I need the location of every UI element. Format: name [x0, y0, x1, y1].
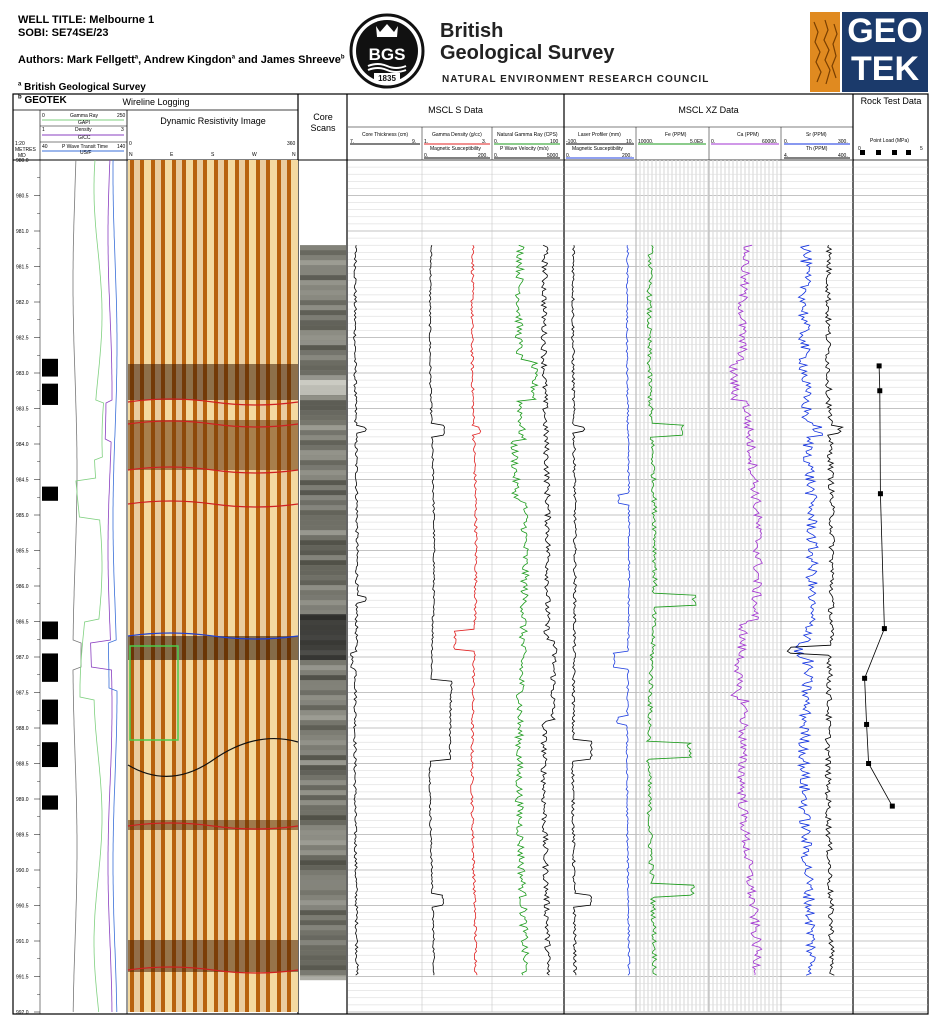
bgs-letters: BGS — [368, 45, 406, 64]
core-strip — [300, 935, 346, 940]
core-strip — [300, 555, 346, 560]
core-strip — [300, 950, 346, 955]
core-strip — [300, 735, 346, 740]
core-strip — [300, 915, 346, 920]
core-strip — [300, 370, 346, 375]
core-strip — [300, 460, 346, 465]
dri-pad-highlight — [260, 160, 266, 1012]
core-strip — [300, 545, 346, 550]
affiliation-b: $^b$ GEOTEK — [18, 94, 67, 106]
core-strip — [300, 280, 346, 285]
core-strip — [300, 425, 346, 430]
th-curve — [787, 245, 842, 975]
core-strip — [300, 760, 346, 765]
core-strip — [300, 455, 346, 460]
core-strip — [300, 505, 346, 510]
depth-tick-label: 986.5 — [16, 619, 29, 626]
dri-pad-highlight — [197, 160, 203, 1012]
core-strip — [300, 465, 346, 470]
core-strip — [300, 275, 346, 280]
core-strip — [300, 290, 346, 295]
sr-label: Sr (PPM) — [806, 132, 827, 138]
point-load-marker — [882, 626, 887, 631]
core-strip — [300, 585, 346, 590]
ngr-min: 0. — [494, 139, 499, 145]
core-strip — [300, 750, 346, 755]
core-strip — [300, 700, 346, 705]
core-strip — [300, 245, 346, 250]
core-band — [300, 614, 346, 660]
th-max: 400. — [838, 153, 848, 159]
core-strip — [300, 495, 346, 500]
core-strip — [300, 895, 346, 900]
laser-profiler-curve — [572, 245, 593, 975]
core-strip — [300, 595, 346, 600]
compass-w: W — [252, 152, 257, 158]
core-strip — [300, 790, 346, 795]
point-load-marker — [890, 804, 895, 809]
core-strip — [300, 695, 346, 700]
core-strip — [300, 805, 346, 810]
depth-tick-label: 981.5 — [16, 264, 29, 271]
core-strip — [300, 660, 346, 665]
core-strip — [300, 855, 346, 860]
geotek-line1: GEO — [847, 12, 923, 50]
dri-pad-highlight — [155, 160, 161, 1012]
core-strip — [300, 525, 346, 530]
core-strip — [300, 690, 346, 695]
dri-pad-highlight — [134, 160, 140, 1012]
lithology-block — [42, 700, 58, 725]
core-strip — [300, 310, 346, 315]
compass-n2: N — [292, 152, 296, 158]
depth-tick-label: 990.5 — [16, 903, 29, 910]
core-strip — [300, 875, 346, 880]
core-strip — [300, 820, 346, 825]
core-strip — [300, 510, 346, 515]
sobi-label: SOBI: SE74SE/23 — [18, 27, 109, 39]
core-strip — [300, 440, 346, 445]
core-strip — [300, 665, 346, 670]
track-title-wireline: Wireline Logging — [122, 97, 190, 107]
gamma-ray-curve — [76, 160, 104, 1012]
point-load-label: Point Load (MPa) — [870, 138, 909, 144]
core-strip — [300, 685, 346, 690]
core-strip — [300, 345, 346, 350]
th-label: Th (PPM) — [806, 146, 828, 152]
ngr-curve — [511, 245, 538, 975]
depth-tick-label: 981.0 — [16, 229, 29, 235]
core-strip — [300, 480, 346, 485]
depth-tick-label: 985.5 — [16, 548, 29, 555]
core-strip — [300, 515, 346, 520]
pwave-min: 40 — [42, 144, 48, 150]
compass-n1: N — [129, 152, 133, 158]
track-title-core: Core Scans — [310, 112, 336, 133]
gamma-density-max: 3. — [482, 139, 487, 145]
core-strip — [300, 325, 346, 330]
core-strip — [300, 300, 346, 305]
point-load-marker — [877, 388, 882, 393]
th-min: 4. — [784, 153, 789, 159]
dri-max: 360 — [287, 141, 296, 147]
core-strip — [300, 360, 346, 365]
core-strip — [300, 745, 346, 750]
core-strip — [300, 490, 346, 495]
core-strip — [300, 520, 346, 525]
depth-tick-label: 988.5 — [16, 761, 29, 768]
core-strip — [300, 330, 346, 335]
track-title-dri: Dynamic Resistivity Image — [160, 116, 266, 126]
pwave-vel-max: 5000 — [547, 153, 559, 159]
core-strip — [300, 530, 346, 535]
core-strip — [300, 910, 346, 915]
mscl-s-magsus-min: 0. — [424, 153, 429, 159]
fe-max: 5.0E5 — [690, 139, 704, 145]
core-thickness-label: Core Thickness (cm) — [362, 132, 409, 138]
wireline-grey-curve — [73, 160, 81, 1012]
core-strip — [300, 720, 346, 725]
depth-tick-label: 991.5 — [16, 974, 29, 981]
sr-curve — [794, 245, 823, 975]
core-strip — [300, 285, 346, 290]
core-strip — [300, 475, 346, 480]
core-strip — [300, 315, 346, 320]
core-strip — [300, 905, 346, 910]
sr-min: 0. — [784, 139, 789, 145]
depth-tick-label: 980.5 — [16, 193, 29, 200]
pwave-unit: US/F — [80, 150, 92, 156]
core-strip — [300, 605, 346, 610]
track-title-mscl-xz: MSCL XZ Data — [678, 105, 739, 115]
depth-tick-label: 992.0 — [16, 1010, 29, 1016]
gamma-density-label: Gamma Density (g/cc) — [432, 132, 482, 138]
core-strip — [300, 305, 346, 310]
core-strip — [300, 435, 346, 440]
depth-tick-label: 988.0 — [16, 726, 29, 732]
core-strip — [300, 870, 346, 875]
core-strip — [300, 965, 346, 970]
xz-magsus-max: 200. — [622, 153, 632, 159]
fe-label: Fe (PPM) — [665, 132, 687, 138]
nerc-subtitle: NATURAL ENVIRONMENT RESEARCH COUNCIL — [442, 74, 710, 85]
core-strip — [300, 410, 346, 415]
core-strip — [300, 270, 346, 275]
mscl-s-magsus-curve — [429, 245, 452, 975]
gamma-min: 0 — [42, 113, 45, 119]
core-strip — [300, 975, 346, 980]
core-strip — [300, 765, 346, 770]
dri-band — [128, 636, 298, 660]
core-strip — [300, 400, 346, 405]
core-strip — [300, 430, 346, 435]
xz-magsus-min: 0. — [566, 153, 571, 159]
core-strip — [300, 260, 346, 265]
track-title-mscl-s: MSCL S Data — [428, 105, 483, 115]
depth-unit: METRES — [15, 147, 36, 153]
dri-image — [128, 160, 298, 1012]
dri-pad-highlight — [239, 160, 245, 1012]
depth-tick-label: 985.0 — [16, 513, 29, 519]
core-strip — [300, 865, 346, 870]
legend-square — [906, 150, 911, 155]
core-strip — [300, 885, 346, 890]
ca-label: Ca (PPM) — [737, 132, 759, 138]
core-strip — [300, 565, 346, 570]
core-strip — [300, 860, 346, 865]
track-title-rock: Rock Test Data — [860, 96, 922, 106]
core-strip — [300, 405, 346, 410]
core-strip — [300, 265, 346, 270]
core-strip — [300, 560, 346, 565]
core-strip — [300, 830, 346, 835]
core-strip — [300, 575, 346, 580]
core-strip — [300, 725, 346, 730]
core-strip — [300, 320, 346, 325]
core-thickness-min: 7. — [350, 139, 355, 145]
authors: Authors: Mark Fellgett$^a$, Andrew Kingdon$^a$ and James Shreeve$^b$ — [18, 54, 345, 66]
laser-min: -100. — [566, 139, 578, 145]
core-strip — [300, 670, 346, 675]
dri-pad-highlight — [218, 160, 224, 1012]
mscl-s-magsus-max: 200. — [478, 153, 488, 159]
lithology-block — [42, 653, 58, 681]
gamma-unit: GAPI — [78, 120, 90, 126]
gamma-density-min: 1. — [424, 139, 429, 145]
point-load-marker — [862, 676, 867, 681]
mscl-s-magsus-label: Magnetic Susceptibility — [430, 146, 481, 152]
core-strip — [300, 785, 346, 790]
core-strip — [300, 890, 346, 895]
affiliation-a: $^a$ British Geological Survey — [18, 81, 146, 93]
point-load-max: 5 — [920, 146, 923, 152]
depth-tick-label: 989.5 — [16, 832, 29, 839]
ca-min: 0. — [711, 139, 716, 145]
pwave-curve — [108, 160, 117, 1012]
point-load-marker — [866, 761, 871, 766]
core-strip — [300, 835, 346, 840]
depth-tick-label: 983.0 — [16, 371, 29, 377]
core-strip — [300, 845, 346, 850]
core-strip — [300, 955, 346, 960]
core-strip — [300, 775, 346, 780]
core-strip — [300, 930, 346, 935]
lithology-block — [42, 795, 58, 809]
compass-e: E — [170, 152, 174, 158]
core-strip — [300, 825, 346, 830]
core-strip — [300, 880, 346, 885]
depth-tick-label: 984.5 — [16, 477, 29, 484]
dri-band — [128, 420, 298, 470]
depth-scale: 1:20 — [15, 141, 25, 147]
lithology-block — [42, 742, 58, 767]
depth-tick-label: 987.5 — [16, 690, 29, 697]
sr-max: 300. — [838, 139, 848, 145]
core-strip — [300, 795, 346, 800]
core-strip — [300, 740, 346, 745]
core-strip — [300, 470, 346, 475]
compass-s: S — [211, 152, 215, 158]
xz-magsus-curve — [613, 245, 630, 975]
lithology-block — [42, 384, 58, 405]
core-strip — [300, 840, 346, 845]
ngr-label: Natural Gamma Ray (CPS) — [497, 132, 558, 138]
density-max: 3 — [121, 127, 124, 133]
legend-square — [892, 150, 897, 155]
point-load-marker — [878, 491, 883, 496]
pwave-velocity-curve — [541, 245, 557, 975]
depth-ref: MD — [18, 153, 26, 159]
ngr-max: 100 — [550, 139, 559, 145]
lithology-block — [42, 487, 58, 501]
core-strip — [300, 420, 346, 425]
core-strip — [300, 710, 346, 715]
core-strip — [300, 580, 346, 585]
core-strip — [300, 340, 346, 345]
point-load-min: 0 — [858, 146, 861, 152]
dri-band — [128, 364, 298, 400]
core-strip — [300, 810, 346, 815]
core-strip — [300, 550, 346, 555]
legend-square — [876, 150, 881, 155]
gamma-label: Gamma Ray — [70, 113, 99, 119]
depth-tick-label: 991.0 — [16, 939, 29, 945]
core-strip — [300, 920, 346, 925]
core-strip — [300, 590, 346, 595]
core-strip — [300, 350, 346, 355]
core-strip — [300, 295, 346, 300]
core-strip — [300, 945, 346, 950]
core-strip — [300, 780, 346, 785]
core-strip — [300, 255, 346, 260]
core-strip — [300, 900, 346, 905]
point-load-marker — [877, 363, 882, 368]
dri-pad-highlight — [176, 160, 182, 1012]
core-strip — [300, 445, 346, 450]
core-strip — [300, 570, 346, 575]
depth-tick-label: 980.0 — [16, 158, 29, 164]
dri-pad-highlight — [281, 160, 287, 1012]
core-strip — [300, 960, 346, 965]
core-strip — [300, 970, 346, 975]
density-min: 1 — [42, 127, 45, 133]
core-thickness-curve — [351, 245, 367, 975]
dri-min: 0 — [129, 141, 132, 147]
fe-min: 10000. — [638, 139, 654, 145]
core-band — [300, 380, 346, 395]
bgs-year: 1835 — [378, 74, 396, 83]
pwave-label: P Wave Transit Time — [62, 144, 108, 150]
pwave-max: 140 — [117, 144, 126, 150]
core-strip — [300, 355, 346, 360]
point-load-marker — [864, 722, 869, 727]
depth-tick-label: 987.0 — [16, 655, 29, 661]
core-strip — [300, 675, 346, 680]
core-strip — [300, 365, 346, 370]
bgs-name: British Geological Survey — [440, 20, 615, 64]
pwave-vel-min: 0. — [494, 153, 499, 159]
core-strip — [300, 250, 346, 255]
core-strip — [300, 925, 346, 930]
density-label: Density — [75, 127, 92, 133]
core-strip — [300, 375, 346, 380]
core-strip — [300, 415, 346, 420]
lithology-block — [42, 622, 58, 640]
core-strip — [300, 540, 346, 545]
core-strip — [300, 395, 346, 400]
depth-tick-label: 982.0 — [16, 300, 29, 306]
core-strip — [300, 940, 346, 945]
depth-tick-label: 982.5 — [16, 335, 29, 342]
core-thickness-max: 9. — [412, 139, 417, 145]
core-strip — [300, 680, 346, 685]
density-unit: G/CC — [78, 135, 91, 141]
core-scan-image — [300, 245, 346, 980]
laser-label: Laser Profiler (mm) — [578, 132, 621, 138]
core-strip — [300, 535, 346, 540]
depth-tick-label: 986.0 — [16, 584, 29, 590]
core-strip — [300, 705, 346, 710]
core-strip — [300, 335, 346, 340]
lithology-block — [42, 359, 58, 377]
core-strip — [300, 600, 346, 605]
core-strip — [300, 850, 346, 855]
depth-tick-label: 984.0 — [16, 442, 29, 448]
depth-tick-label: 990.0 — [16, 868, 29, 874]
core-strip — [300, 500, 346, 505]
core-strip — [300, 755, 346, 760]
core-strip — [300, 815, 346, 820]
core-strip — [300, 730, 346, 735]
core-strip — [300, 485, 346, 490]
depth-tick-label: 983.5 — [16, 406, 29, 413]
depth-tick-label: 989.0 — [16, 797, 29, 803]
gamma-max: 250 — [117, 113, 126, 119]
laser-max: 10. — [626, 139, 633, 145]
core-strip — [300, 770, 346, 775]
core-strip — [300, 450, 346, 455]
geotek-line2: TEK — [851, 50, 919, 88]
xz-magsus-label: Magnetic Susceptibility — [572, 146, 623, 152]
core-strip — [300, 800, 346, 805]
core-strip — [300, 715, 346, 720]
gamma-density-curve — [454, 245, 481, 975]
ca-max: 60000. — [762, 139, 778, 145]
well-title: WELL TITLE: Melbourne 1 — [18, 14, 155, 26]
pwave-vel-label: P Wave Velocity (m/s) — [500, 146, 549, 152]
